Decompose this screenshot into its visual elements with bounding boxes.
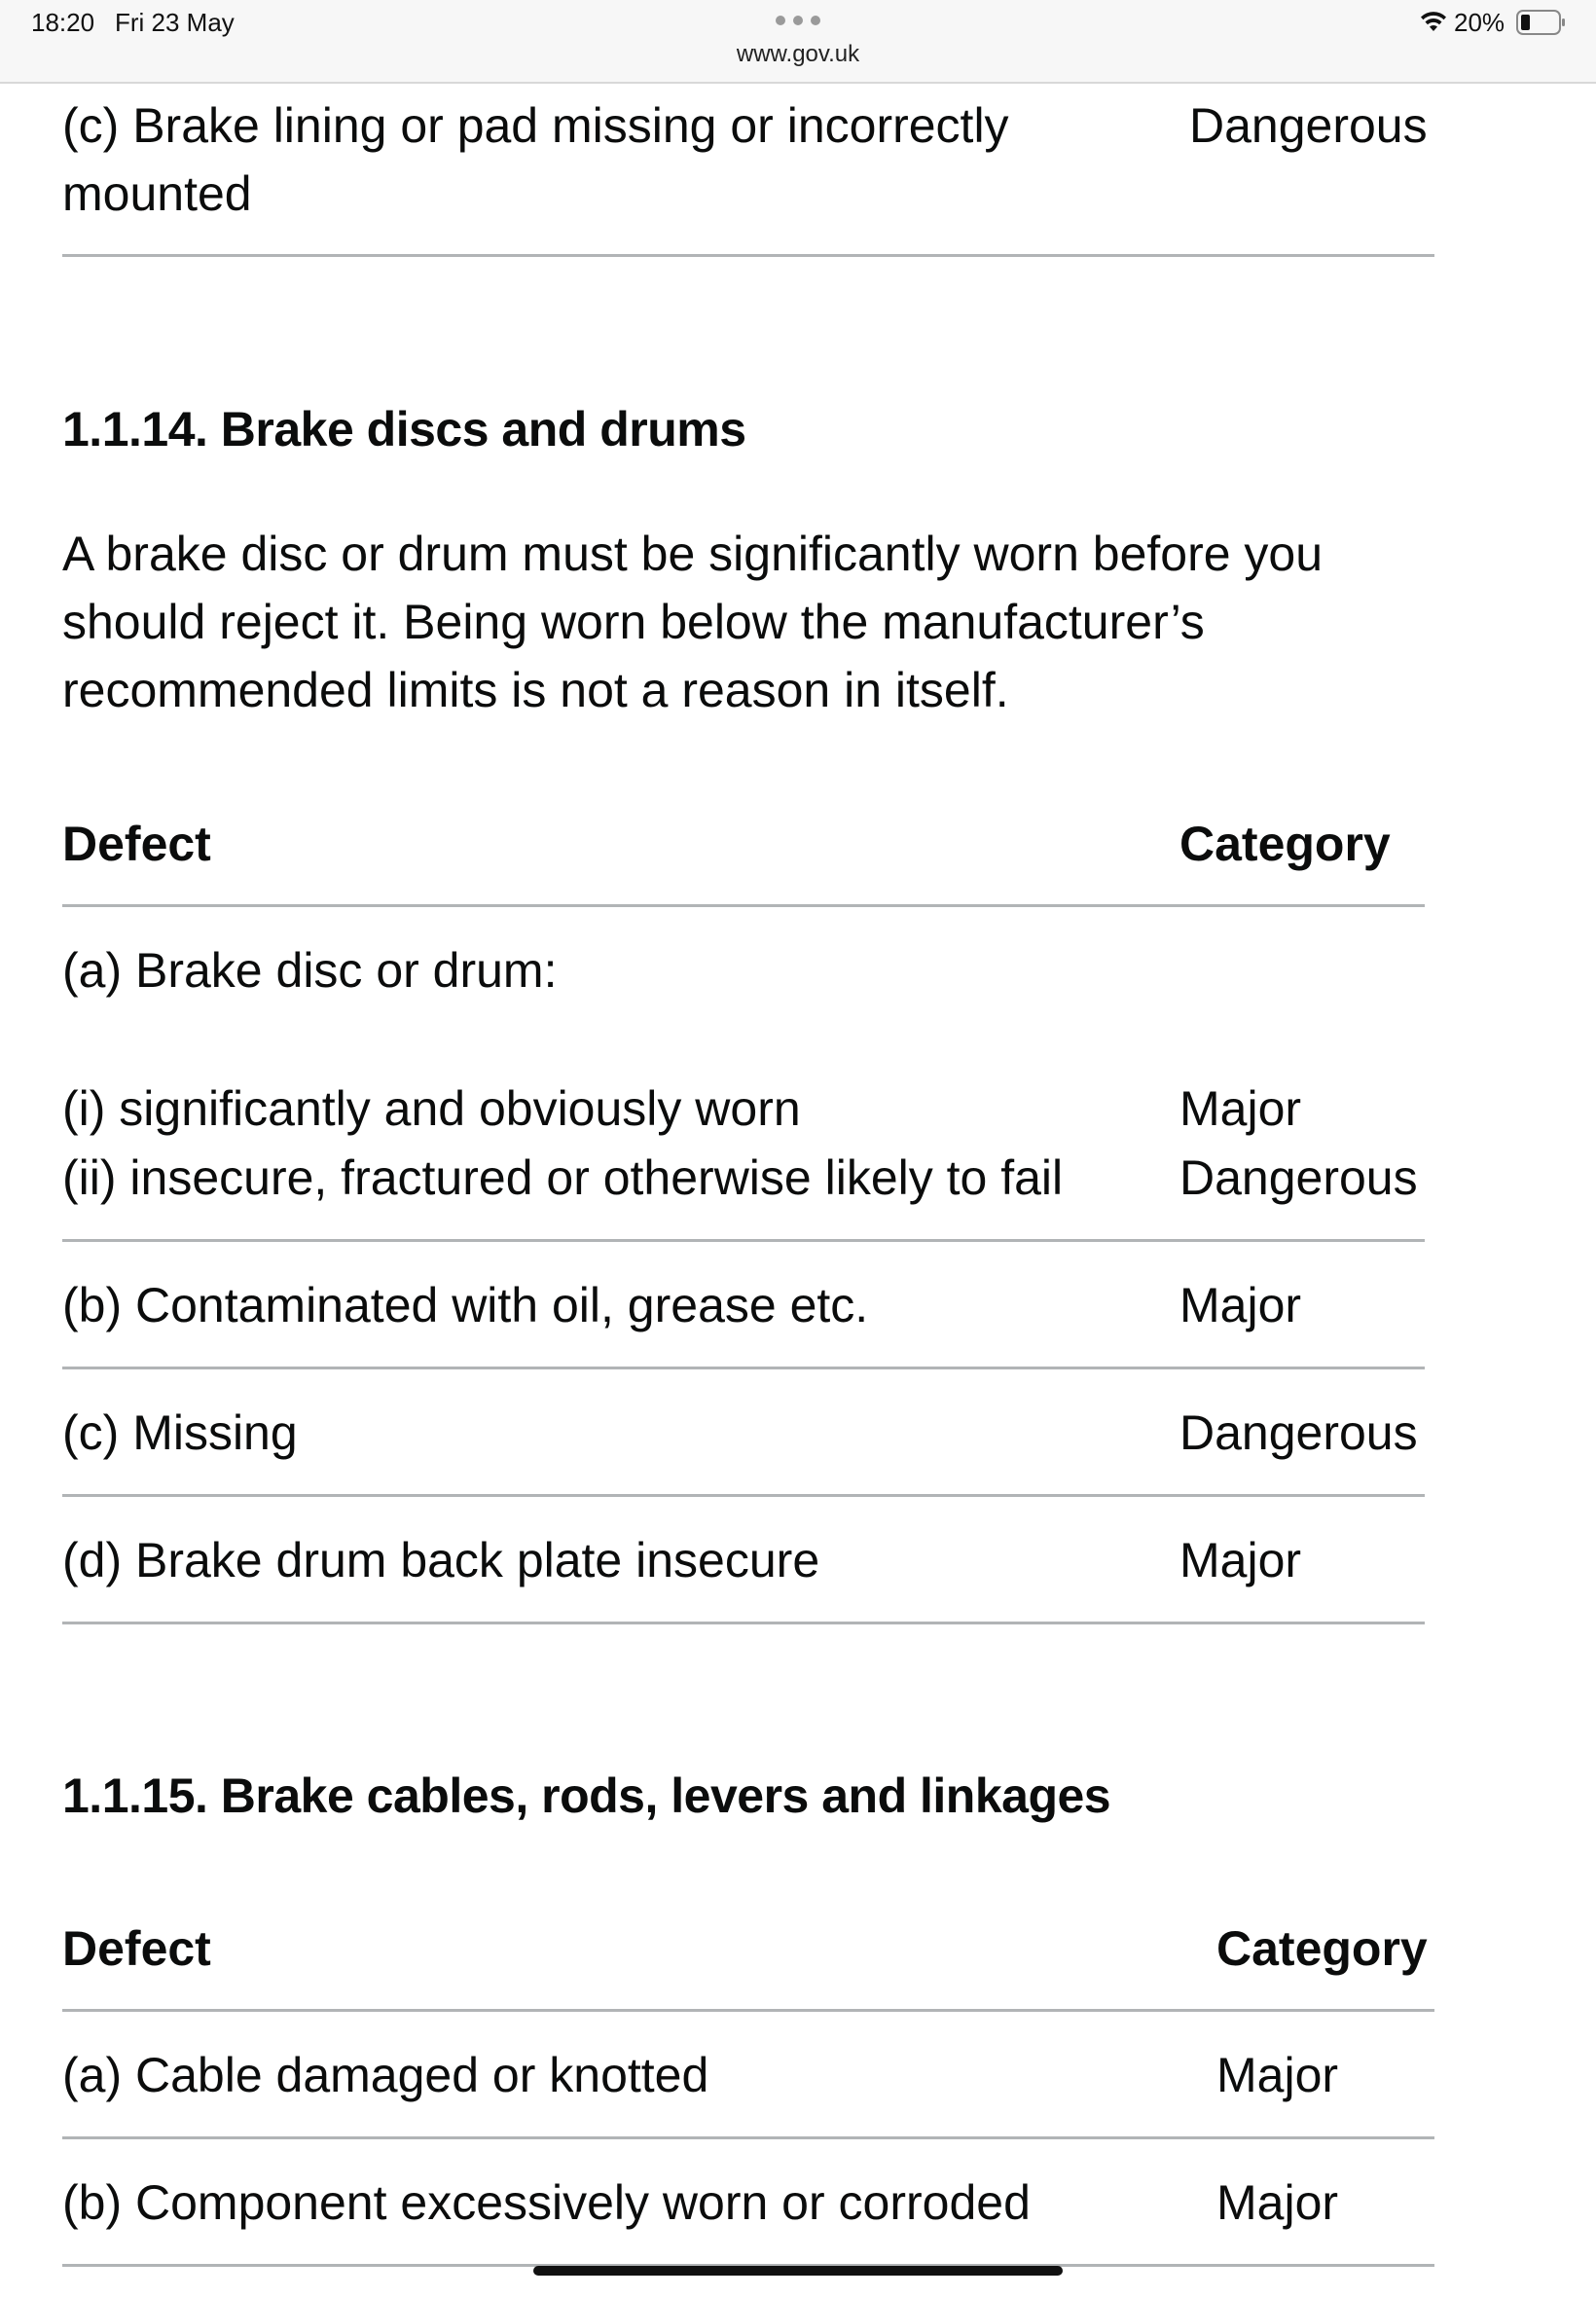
table-header-category: Category — [1216, 1921, 1428, 1976]
table-row-a-ii-category: Dangerous — [1179, 1150, 1418, 1205]
table-row-a-i-category: Major — [1179, 1081, 1302, 1136]
intro-line-2: should reject it. Being worn below the manufacturer’s — [62, 595, 1205, 649]
table2-row-b-defect: (b) Component excessively worn or corroded — [62, 2175, 1031, 2230]
table-divider — [62, 904, 1425, 907]
table-row-c-category: Dangerous — [1179, 1405, 1418, 1460]
battery-icon — [1516, 10, 1567, 35]
table-row-a-i-defect: (i) significantly and obviously worn — [62, 1081, 801, 1136]
table-row-a-ii-defect: (ii) insecure, fractured or otherwise likely to fail — [62, 1150, 1064, 1205]
battery-percentage: 20% — [1454, 8, 1505, 37]
table-row-d-defect: (d) Brake drum back plate insecure — [62, 1533, 820, 1587]
table-divider — [62, 1494, 1425, 1497]
table-row-d-category: Major — [1179, 1533, 1302, 1587]
intro-line-3: recommended limits is not a reason in itself. — [62, 663, 1009, 717]
table-divider — [62, 2136, 1434, 2139]
intro-line-1: A brake disc or drum must be significantly worn before you — [62, 527, 1324, 581]
table2-row-a-category: Major — [1216, 2048, 1339, 2102]
home-indicator[interactable] — [533, 2266, 1063, 2276]
table-divider — [62, 2009, 1434, 2012]
table-divider — [62, 254, 1434, 257]
more-options-icon[interactable] — [776, 16, 820, 27]
section-heading-1-1-15: 1.1.15. Brake cables, rods, levers and linkages — [62, 1768, 1111, 1823]
table-divider — [62, 1239, 1425, 1242]
table2-row-a-defect: (a) Cable damaged or knotted — [62, 2048, 709, 2102]
table-row-a-title: (a) Brake disc or drum: — [62, 943, 558, 998]
prev-row-c-defect — [62, 91, 1133, 228]
status-time: 18:20 — [31, 8, 95, 37]
table-header-category: Category — [1179, 817, 1391, 871]
section-heading-1-1-14: 1.1.14. Brake discs and drums — [62, 402, 746, 456]
prev-row-c-defect-line1: (c) Brake lining or pad missing or incorrectly — [62, 98, 1009, 153]
table-header-defect: Defect — [62, 817, 211, 871]
address-bar-url[interactable]: www.gov.uk — [736, 41, 860, 67]
status-bar — [0, 0, 1596, 84]
section-intro-paragraph — [62, 520, 1434, 724]
wifi-icon — [1419, 10, 1448, 33]
table-header-defect: Defect — [62, 1921, 211, 1976]
table-row-c-defect: (c) Missing — [62, 1405, 298, 1460]
prev-row-c-category: Dangerous — [1189, 98, 1428, 153]
status-date: Fri 23 May — [115, 8, 235, 37]
table-row-b-defect: (b) Contaminated with oil, grease etc. — [62, 1278, 869, 1332]
table2-row-b-category: Major — [1216, 2175, 1339, 2230]
table-divider — [62, 1622, 1425, 1624]
table-row-b-category: Major — [1179, 1278, 1302, 1332]
prev-row-c-defect-line2: mounted — [62, 166, 252, 221]
table-divider — [62, 1367, 1425, 1369]
